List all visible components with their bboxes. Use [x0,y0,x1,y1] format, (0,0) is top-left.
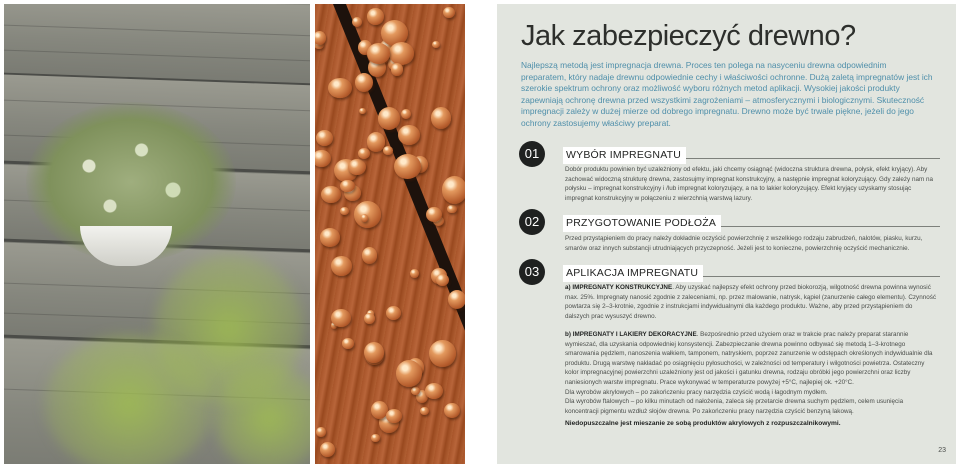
step-number-badge: 01 [519,141,545,167]
water-droplet [443,7,455,18]
step-title: APLIKACJA IMPREGNATU [563,265,703,282]
water-droplet [359,108,366,115]
lead-dekoracyjne: b) IMPREGNATY I LAKIERY DEKORACYJNE [565,331,697,338]
water-droplet [420,407,429,415]
paragraph-b: . Bezpośrednio przed użyciem oraz w trakcie prac należy preparat starannie wymieszać, dla uzyskania odpowiedniej konsystencji. Zabezpieczanie drewna powinno odbywać się metodą 1–3-krotnego smarowania pędzlem, nanoszenia wałkiem, tamponem, natryskiem, poprzez zanurzenie w odstępach określonych indywidualnie dla produktu. Drugą warstwę nakładać po osiągnięciu pyłosuchości, w zależności od temperatury i wilgotności powietrza. Ostateczny kolor impregnacyjnej powierzchni uzależniony jest od jakości i gatunku drewna, rodzaju obróbki jego powierzchni oraz liczby naniesionych warstw impregnatu. Prace wykonywać w temperaturze powyżej +5°C, najlepiej ok. +20°C. [565,331,933,386]
text-page [497,4,956,464]
water-droplet [354,201,381,227]
water-droplet [331,256,352,276]
water-droplet [316,427,326,438]
water-droplet [401,109,411,119]
water-droplet [396,360,422,387]
water-droplet [315,31,326,45]
page-title: Jak zabezpieczyć drewno? [521,20,856,52]
step-text-b [565,330,937,416]
water-droplet [364,313,375,324]
water-droplet [432,41,440,48]
water-droplet [331,309,351,327]
water-droplet [389,42,415,65]
water-droplet [429,340,455,367]
step-title: PRZYGOTOWANIE PODŁOŻA [563,215,721,232]
water-droplet [391,63,403,75]
paragraph-a: . Aby uzyskać najlepszy efekt ochrony przed biokorozją, wilgotność drewna powinna wynosić max. 25%. Impregnaty nanosić zgodnie z zaleceniami, np. przez malowanie, natrysk, kąpiel (zanurzenie całego elementu). Czynność powtarza się 2–3-krotnie, zgodnie z instrukcjami indywidualnymi dla każdego produktu. Ważne, aby przed przystąpieniem do dalszych prac wysuszyć drewno. [565,284,937,320]
water-droplet [320,228,340,247]
foreground-foliage [44,334,214,464]
water-droplet [378,107,400,129]
line-acrylic: Dla wyrobów akrylowych – po zakończeniu pracy narzędzia czyścić wodą i łagodnym mydłem. [565,388,828,396]
page-number: 23 [938,447,946,454]
warning-line: Niedopuszczalne jest mieszanie ze sobą produktów akrylowych z rozpuszczalnikowymi. [565,420,841,427]
water-droplet [340,207,349,215]
wet-wood-droplets-photo [315,4,465,464]
step-text: Przed przystąpieniem do pracy należy dokładnie oczyścić powierzchnię z wszelkiego rodzaju zabrudzeń, nalotów, piasku, kurzu, smarów oraz innych substancji utrudniających przyczepność. Jeżeli jest to konieczne, powierzchnię oczyścić mechanicznie. [565,235,923,252]
lead-konstrukcyjne: a) IMPREGNATY KONSTRUKCYJNE [565,284,673,291]
deck-plank [4,4,310,87]
water-droplet [342,338,354,348]
water-droplet [367,8,384,25]
water-droplet [362,247,378,264]
water-droplet [348,159,366,175]
water-droplet [383,146,393,155]
water-droplet [436,274,449,286]
water-droplet [358,148,370,159]
water-droplet [394,154,421,179]
intro-paragraph: Najlepszą metodą jest impregnacja drewna. Proces ten polega na nasyceniu drewna odpowiednim preparatem, który nadaje drewnu odpowiednie cechy i właściwości ochronne. Dużą zaletą impregnatów jest ich szerokie spektrum ochrony oraz możliwość wyboru różnych metod aplikacji. Wysokiej jakości produkty zapewniają ochronę drewna przed wszystkimi zagrożeniami – atmosferycznymi i biologicznymi. Skuteczność impregnacji zależy w dużej mierze od dobrego impregnatu. Drewno może być trwale piękne, jeżeli do jego ochrony zastosujemy właściwy preparat. [521,60,933,128]
water-droplet [398,125,420,145]
water-droplet [352,17,362,27]
water-droplet [426,207,442,222]
water-droplet [386,306,401,320]
water-droplet [448,290,465,309]
water-droplet [316,130,333,146]
water-droplet [371,434,380,442]
water-droplet [361,214,368,222]
line-ftalowe: Dla wyrobów ftalowych – po kilku minutach od nałożenia, zaleca się przetarcie drewna suchym pędzlem, celem usunięcia koncentracji pigmentu wzdłuż słojów drewna. Po zakończeniu pracy narzędzia czyścić benzyną lakową. [565,398,904,415]
step-text: Dobór produktu powinien być uzależniony od efektu, jaki chcemy osiągnąć (widoczna struktura drewna, połysk, efekt kryjący). Aby zachować widoczną strukturę drewna, zastosujmy impregnat konstrukcyjny, a następnie impregnat koloryzujący. Gdy zależy nam na połysku – impregnat konstrukcyjny i /lub impregnat koloryzujący, a na to lakier koloryzujący. Efekt kryjący uzyskamy stosując impregnat konstrukcyjny w połączeniu z wierzchnią warstwą lazury. [565,166,933,202]
step-number-badge: 03 [519,259,545,285]
water-droplet [442,176,465,204]
step-number-badge: 02 [519,209,545,235]
water-droplet [411,387,420,395]
wooden-deck-with-plant-photo [4,4,310,464]
water-droplet [425,383,443,399]
water-droplet [431,107,452,129]
step-title: WYBÓR IMPREGNATU [563,147,686,164]
water-droplet [386,409,402,423]
water-droplet [320,442,336,458]
water-droplet [321,186,341,203]
water-droplet [444,403,460,418]
water-droplet [315,150,331,167]
water-droplet [447,205,457,214]
water-droplet [410,269,419,279]
water-droplet [328,78,351,98]
water-droplet [364,342,384,363]
step-text-a [565,283,937,321]
